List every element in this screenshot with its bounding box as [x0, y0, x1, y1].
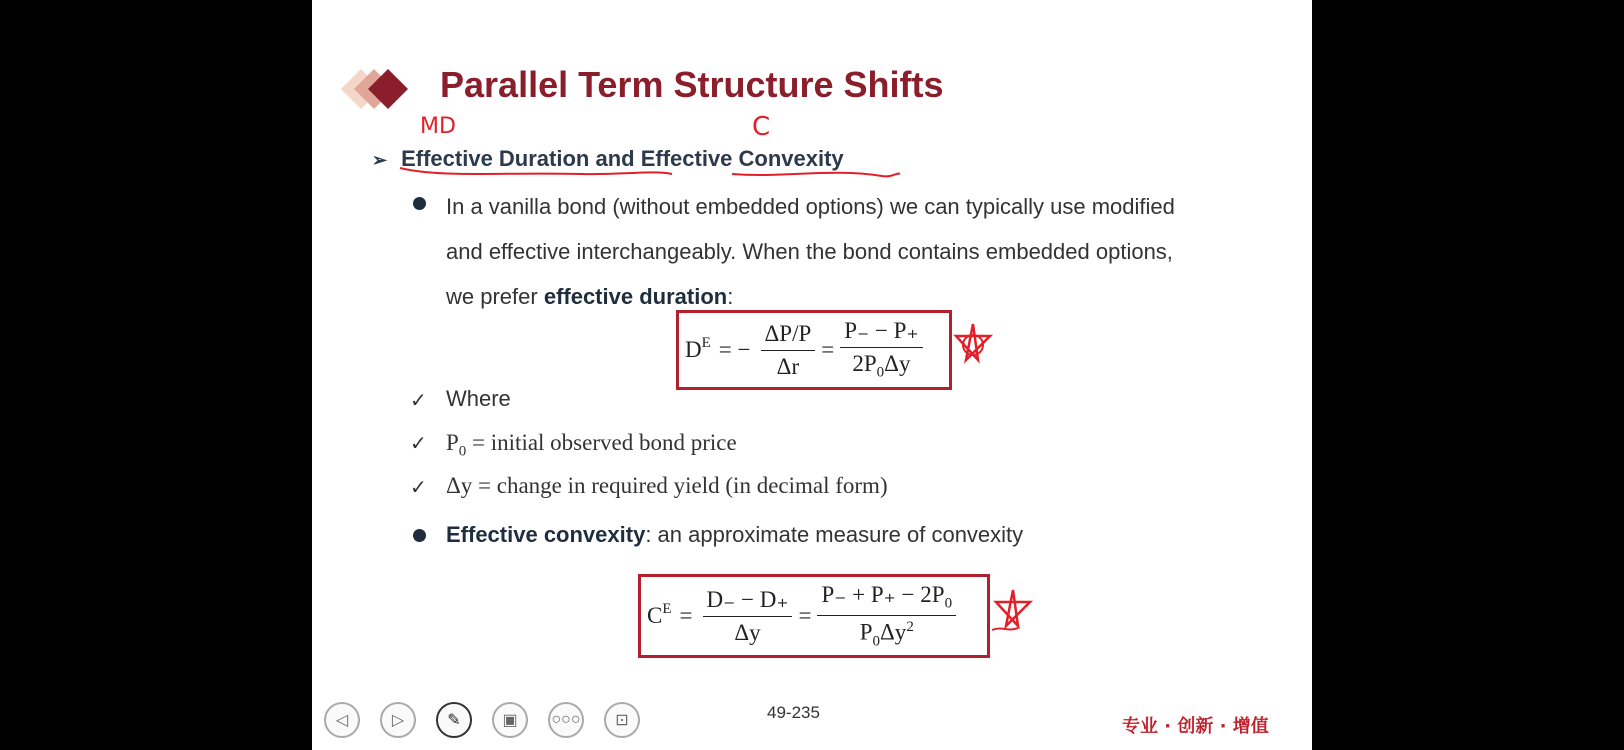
paragraph-colon: :	[727, 284, 734, 309]
heading-part1: Effective Duration	[401, 146, 590, 171]
handwritten-star-icon	[948, 320, 998, 370]
prev-icon: ◁	[335, 712, 349, 729]
formula-sup: E	[662, 600, 672, 617]
frac2-den: $2P_0\Delta y$	[852, 351, 911, 381]
check-icon: ✓	[410, 433, 427, 455]
frac1-num: ΔP/P	[761, 321, 816, 351]
formula-sup: E	[701, 334, 711, 351]
next-icon: ▷	[391, 712, 405, 729]
handwritten-star-icon	[988, 586, 1038, 636]
formula-lhs: D	[685, 337, 702, 362]
formula-eq: =	[821, 337, 835, 362]
annotation-c: C	[752, 112, 771, 142]
more-icon: ○○○	[551, 711, 581, 728]
annotation-md: MD	[420, 114, 456, 139]
where-text: Where	[446, 386, 511, 411]
pen-button[interactable]	[436, 702, 472, 738]
arrow-bullet-icon: ➢	[372, 150, 388, 170]
frac1-den: Δy	[734, 619, 761, 645]
bullet-icon	[413, 529, 426, 542]
slide-title: Parallel Term Structure Shifts	[440, 64, 944, 105]
heading-connector: and	[589, 146, 641, 171]
duration-formula	[685, 319, 929, 381]
check-icon: ✓	[410, 390, 427, 412]
brand-slogan: 专业 · 创新 · 增值	[1122, 716, 1269, 737]
intro-paragraph	[446, 184, 1186, 319]
fraction-2	[840, 318, 922, 382]
paragraph-text: In a vanilla bond (without embedded options) we can typically use modified and effective interchangeably. When the bond contains embedded options, we prefer	[446, 194, 1175, 309]
fraction-1	[761, 321, 816, 380]
formula-eq-minus: = −	[718, 337, 751, 362]
p0-definition: $P_0$ = initial observed bond price	[446, 430, 737, 460]
check-icon: ✓	[410, 477, 427, 499]
heading-part2: Effective Convexity	[640, 146, 844, 171]
present-icon: ⊡	[615, 712, 629, 729]
section-heading	[372, 146, 844, 172]
convexity-text: Effective convexity: an approximate measure of convexity	[446, 522, 1024, 547]
page-number: 49-235	[767, 703, 820, 722]
screen-icon: ▣	[502, 712, 518, 729]
formula-eq: =	[679, 603, 693, 628]
duration-formula-box	[676, 310, 952, 390]
slide	[312, 0, 1312, 750]
frac1-num: D₋ − D₊	[703, 587, 793, 617]
pen-icon: ✎	[447, 712, 461, 729]
paragraph-bold: effective duration	[543, 284, 728, 309]
frac2-num: P₋ − P₊	[840, 318, 922, 348]
diamonds-logo-icon	[336, 64, 416, 114]
screen-button[interactable]	[492, 702, 528, 738]
frac2-den: $P_0\Delta y^2$	[859, 619, 914, 650]
prev-slide-button[interactable]	[324, 702, 360, 738]
dy-definition: Δy = change in required yield (in decimal form)	[446, 473, 888, 498]
bullet-icon	[413, 197, 426, 210]
fraction-2	[817, 582, 956, 651]
convexity-formula-box	[638, 574, 990, 658]
frac2-num: $P_- + P_+ - 2P_0$	[817, 582, 956, 617]
more-button[interactable]	[548, 702, 584, 738]
formula-eq: =	[798, 603, 812, 628]
frac1-den: Δr	[776, 353, 800, 379]
fraction-1	[703, 587, 793, 646]
present-button[interactable]	[604, 702, 640, 738]
convexity-formula	[647, 581, 962, 650]
formula-lhs: C	[647, 603, 663, 628]
next-slide-button[interactable]	[380, 702, 416, 738]
title-row	[336, 58, 1236, 118]
